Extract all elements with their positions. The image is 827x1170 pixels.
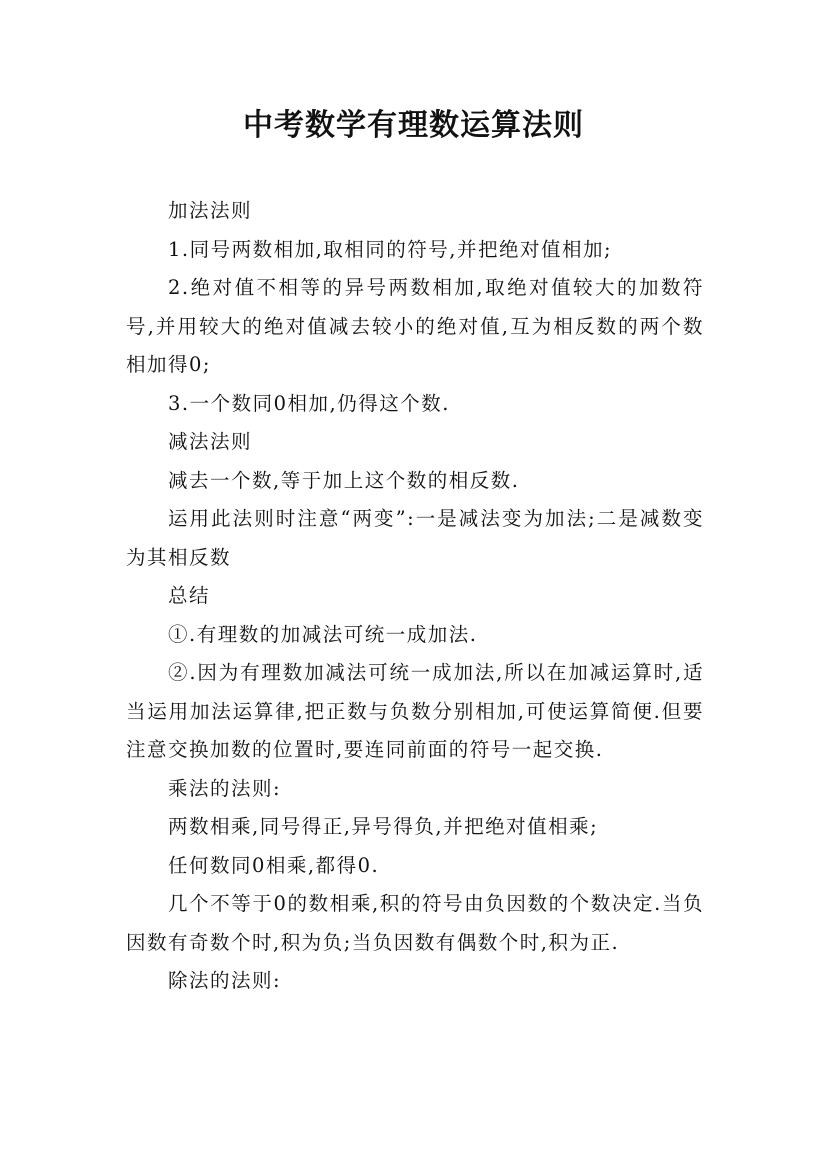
section-heading-division: 除法的法则: [168,969,282,992]
section-heading-summary: 总结 [168,584,211,607]
section-heading-multiplication: 乘法的法则: [168,776,282,800]
page-title: 中考数学有理数运算法则 [243,108,584,143]
paragraph: 几个不等于0的数相乘,积的符号由负因数的个数决定.当负因数有奇数个时,积为负;当负因数有偶数个时,积为正. [126,892,704,954]
paragraph: 减去一个数,等于加上这个数的相反数. [168,468,520,492]
document-body [126,192,704,1001]
paragraph: 2.绝对值不相等的异号两数相加,取绝对值较大的加数符号,并用较大的绝对值减去较小的绝对值,互为相反数的两个数相加得0; [126,276,704,376]
paragraph: 两数相乘,同号得正,异号得负,并把绝对值相乘; [168,815,599,838]
paragraph: ②.因为有理数加减法可统一成加法,所以在加减运算时,适当运用加法运算律,把正数与负数分别相加,可使运算简便.但要注意交换加数的位置时,要连同前面的符号一起交换. [126,661,704,761]
section-heading-addition: 加法法则 [168,199,253,222]
paragraph: ①.有理数的加减法可统一成加法. [168,622,478,646]
paragraph: 1.同号两数相加,取相同的符号,并把绝对值相加; [168,237,613,261]
paragraph: 运用此法则时注意“两变”:一是减法变为加法;二是减数变为其相反数 [126,507,704,569]
section-heading-subtraction: 减法法则 [168,430,253,453]
paragraph: 任何数同0相乘,都得0. [168,853,380,877]
paragraph: 3.一个数同0相加,仍得这个数. [168,391,450,415]
